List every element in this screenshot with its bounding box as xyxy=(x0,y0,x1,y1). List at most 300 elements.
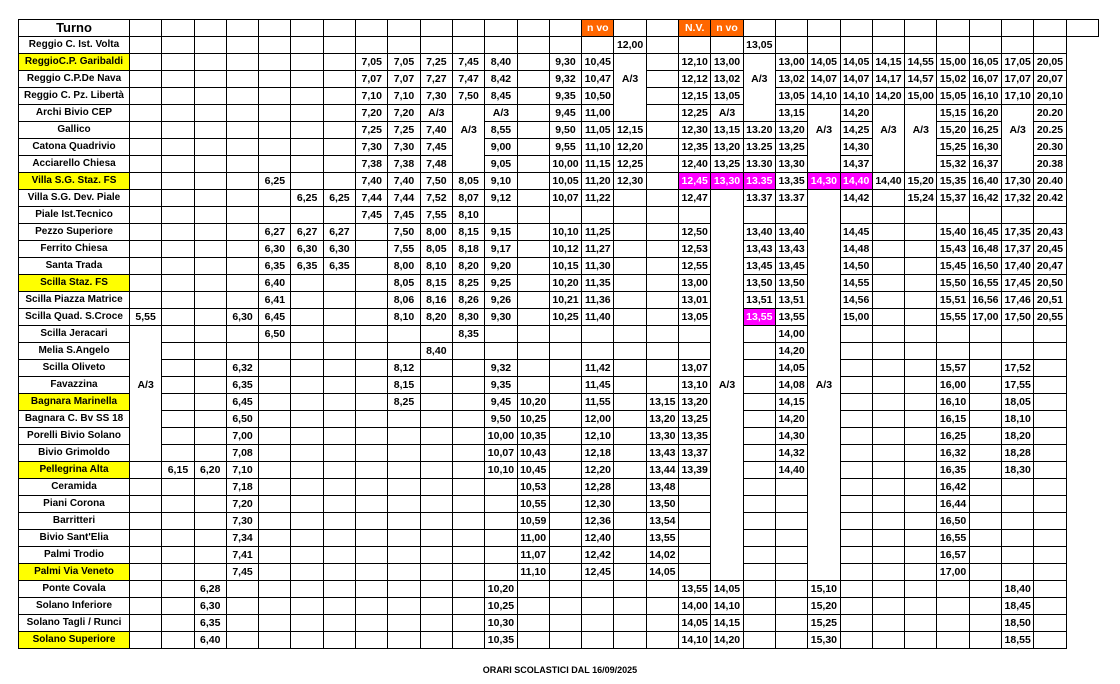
time-cell xyxy=(1034,343,1066,360)
time-cell xyxy=(679,207,711,224)
time-cell xyxy=(549,479,581,496)
stop-name: Reggio C. Pz. Libertà xyxy=(19,88,130,105)
time-cell xyxy=(323,581,355,598)
merged-run-note xyxy=(711,343,743,360)
time-cell xyxy=(937,581,969,598)
merged-run-note xyxy=(452,105,484,122)
time-cell xyxy=(937,632,969,649)
time-cell xyxy=(130,598,162,615)
time-cell: 9,50 xyxy=(549,122,581,139)
time-cell xyxy=(969,360,1001,377)
time-cell xyxy=(485,479,517,496)
time-cell xyxy=(452,377,484,394)
time-cell xyxy=(259,564,291,581)
time-cell xyxy=(162,530,194,547)
time-cell: 16,05 xyxy=(969,54,1001,71)
turno-header: Turno xyxy=(19,20,130,37)
time-cell xyxy=(969,547,1001,564)
time-cell: 7,45 xyxy=(420,139,452,156)
time-cell: 7,44 xyxy=(356,190,388,207)
stop-row xyxy=(19,462,1099,479)
time-cell: 6,40 xyxy=(259,275,291,292)
time-cell: 13,43 xyxy=(646,445,678,462)
time-cell xyxy=(226,207,258,224)
stop-name: Scilla Jeracari xyxy=(19,326,130,343)
stop-row xyxy=(19,122,1099,139)
run-header-cell xyxy=(323,20,355,37)
time-cell xyxy=(291,71,323,88)
time-cell xyxy=(291,581,323,598)
time-cell xyxy=(356,275,388,292)
time-cell xyxy=(743,462,775,479)
run-header-cell xyxy=(969,20,1001,37)
time-cell: 13,15 xyxy=(775,105,807,122)
time-cell xyxy=(646,207,678,224)
run-header-cell xyxy=(872,20,904,37)
time-cell xyxy=(905,224,937,241)
time-cell: 13,50 xyxy=(646,496,678,513)
time-cell: 15,57 xyxy=(937,360,969,377)
merged-run-note xyxy=(711,496,743,513)
time-cell xyxy=(969,479,1001,496)
time-cell xyxy=(743,207,775,224)
merged-run-note xyxy=(808,496,840,513)
time-cell xyxy=(905,394,937,411)
time-cell: 12,20 xyxy=(614,139,646,156)
time-cell: A/3 xyxy=(485,105,517,122)
time-cell: 11,30 xyxy=(582,258,614,275)
time-cell: 14,30 xyxy=(808,173,840,190)
time-cell xyxy=(356,496,388,513)
time-cell xyxy=(549,547,581,564)
time-cell xyxy=(420,37,452,54)
time-cell: 15,35 xyxy=(937,173,969,190)
time-cell: 14,30 xyxy=(840,139,872,156)
time-cell xyxy=(291,496,323,513)
time-cell xyxy=(452,479,484,496)
time-cell: 13,05 xyxy=(679,309,711,326)
merged-run-note xyxy=(711,241,743,258)
time-cell xyxy=(905,547,937,564)
time-cell xyxy=(679,530,711,547)
time-cell: 13,15 xyxy=(646,394,678,411)
time-cell xyxy=(549,343,581,360)
time-cell xyxy=(646,343,678,360)
time-cell: 16,45 xyxy=(969,224,1001,241)
time-cell: 11,45 xyxy=(582,377,614,394)
time-cell xyxy=(194,292,226,309)
stop-row xyxy=(19,190,1099,207)
time-cell: 8,05 xyxy=(388,275,420,292)
time-cell: 17,30 xyxy=(1002,173,1034,190)
time-cell xyxy=(517,343,549,360)
time-cell: 11,36 xyxy=(582,292,614,309)
merged-run-note xyxy=(872,156,904,173)
time-cell xyxy=(614,564,646,581)
time-cell xyxy=(679,479,711,496)
time-cell: 6,50 xyxy=(259,326,291,343)
stop-row xyxy=(19,37,1099,54)
time-cell: 13.30 xyxy=(743,156,775,173)
time-cell xyxy=(194,190,226,207)
time-cell: 16,25 xyxy=(937,428,969,445)
time-cell xyxy=(420,615,452,632)
time-cell xyxy=(130,190,162,207)
time-cell: 6,27 xyxy=(323,224,355,241)
stop-name: Ceramida xyxy=(19,479,130,496)
time-cell xyxy=(614,377,646,394)
time-cell: 13,55 xyxy=(743,309,775,326)
time-cell: 13,20 xyxy=(711,139,743,156)
time-cell xyxy=(517,88,549,105)
time-cell xyxy=(872,224,904,241)
time-cell: 7,08 xyxy=(226,445,258,462)
time-cell xyxy=(388,462,420,479)
time-cell: 8,10 xyxy=(388,309,420,326)
time-cell xyxy=(1034,207,1066,224)
time-cell: 10,59 xyxy=(517,513,549,530)
time-cell xyxy=(1034,394,1066,411)
merged-run-note xyxy=(130,360,162,377)
time-cell: 13,51 xyxy=(743,292,775,309)
time-cell: 8,16 xyxy=(420,292,452,309)
time-cell xyxy=(517,37,549,54)
time-cell: 13,15 xyxy=(711,122,743,139)
time-cell xyxy=(1034,564,1066,581)
time-cell: 13,55 xyxy=(646,530,678,547)
time-cell xyxy=(969,207,1001,224)
time-cell: 8,45 xyxy=(485,88,517,105)
time-cell xyxy=(743,547,775,564)
time-cell: 14,05 xyxy=(679,615,711,632)
stop-name: Pellegrina Alta xyxy=(19,462,130,479)
run-header-cell: N.V. xyxy=(679,20,711,37)
time-cell xyxy=(291,360,323,377)
merged-run-note xyxy=(452,139,484,156)
stop-row xyxy=(19,88,1099,105)
run-header-cell xyxy=(614,20,646,37)
time-cell: 14,00 xyxy=(679,598,711,615)
time-cell xyxy=(388,581,420,598)
time-cell: 18,05 xyxy=(1002,394,1034,411)
stop-name: Palmi Trodio xyxy=(19,547,130,564)
merged-run-note xyxy=(808,513,840,530)
time-cell xyxy=(291,428,323,445)
time-cell: 14,40 xyxy=(775,462,807,479)
run-header-cell xyxy=(549,20,581,37)
time-cell: 15,00 xyxy=(905,88,937,105)
time-cell: 8,40 xyxy=(420,343,452,360)
time-cell xyxy=(162,54,194,71)
time-cell xyxy=(743,394,775,411)
time-cell xyxy=(162,224,194,241)
time-cell xyxy=(614,547,646,564)
time-cell: 9,45 xyxy=(485,394,517,411)
time-cell: 17,07 xyxy=(1002,71,1034,88)
time-cell xyxy=(614,445,646,462)
time-cell: 15,00 xyxy=(840,309,872,326)
time-cell: 16,50 xyxy=(937,513,969,530)
time-cell xyxy=(549,445,581,462)
time-cell xyxy=(194,326,226,343)
time-cell: 15,51 xyxy=(937,292,969,309)
time-cell xyxy=(743,411,775,428)
time-cell xyxy=(517,326,549,343)
time-cell: 13,45 xyxy=(743,258,775,275)
run-header-cell xyxy=(485,20,517,37)
time-cell: 7,20 xyxy=(356,105,388,122)
time-cell xyxy=(130,241,162,258)
time-cell xyxy=(420,462,452,479)
time-cell: 11,42 xyxy=(582,360,614,377)
time-cell: 15,55 xyxy=(937,309,969,326)
time-cell xyxy=(937,207,969,224)
time-cell: 6,25 xyxy=(259,173,291,190)
time-cell: 14,57 xyxy=(905,71,937,88)
time-cell: 10,43 xyxy=(517,445,549,462)
time-cell xyxy=(259,445,291,462)
time-cell: 17,00 xyxy=(969,309,1001,326)
time-cell xyxy=(937,37,969,54)
time-cell xyxy=(259,615,291,632)
time-cell xyxy=(162,292,194,309)
time-cell xyxy=(872,326,904,343)
time-cell xyxy=(356,224,388,241)
time-cell: 8,25 xyxy=(388,394,420,411)
merged-run-note xyxy=(808,139,840,156)
merged-run-note: A/3 xyxy=(452,122,484,139)
time-cell xyxy=(485,343,517,360)
time-cell xyxy=(582,37,614,54)
time-cell xyxy=(775,207,807,224)
stop-row xyxy=(19,105,1099,122)
time-cell xyxy=(226,88,258,105)
time-cell: 8,20 xyxy=(420,309,452,326)
time-cell: 10,50 xyxy=(582,88,614,105)
time-cell xyxy=(517,105,549,122)
time-cell: 9,30 xyxy=(485,309,517,326)
time-cell: 12,28 xyxy=(582,479,614,496)
stop-row xyxy=(19,224,1099,241)
time-cell: 8,10 xyxy=(420,258,452,275)
time-cell xyxy=(226,105,258,122)
merged-run-note xyxy=(808,156,840,173)
stop-name: Acciarello Chiesa xyxy=(19,156,130,173)
time-cell: 6,35 xyxy=(291,258,323,275)
time-cell: 17,40 xyxy=(1002,258,1034,275)
merged-run-note xyxy=(711,462,743,479)
time-cell: 12,53 xyxy=(679,241,711,258)
time-cell xyxy=(420,581,452,598)
time-cell xyxy=(485,496,517,513)
time-cell xyxy=(259,496,291,513)
merged-run-note xyxy=(743,105,775,122)
time-cell xyxy=(162,105,194,122)
merged-run-note xyxy=(130,411,162,428)
time-cell xyxy=(162,581,194,598)
time-cell xyxy=(388,343,420,360)
time-cell: 9,35 xyxy=(485,377,517,394)
time-cell xyxy=(323,292,355,309)
time-cell xyxy=(905,326,937,343)
time-cell xyxy=(291,105,323,122)
time-cell xyxy=(1002,547,1034,564)
time-cell xyxy=(130,479,162,496)
time-cell xyxy=(452,411,484,428)
time-cell: 13,25 xyxy=(775,139,807,156)
merged-run-note xyxy=(808,394,840,411)
time-cell xyxy=(614,241,646,258)
time-cell: 7,44 xyxy=(388,190,420,207)
time-cell xyxy=(356,615,388,632)
time-cell: 7,30 xyxy=(356,139,388,156)
stop-row xyxy=(19,71,1099,88)
time-cell xyxy=(775,564,807,581)
time-cell: 14,45 xyxy=(840,224,872,241)
time-cell xyxy=(162,479,194,496)
time-cell xyxy=(905,598,937,615)
time-cell xyxy=(130,462,162,479)
time-cell xyxy=(711,37,743,54)
time-cell: 7,25 xyxy=(388,122,420,139)
time-cell: 20,51 xyxy=(1034,292,1066,309)
time-cell xyxy=(323,343,355,360)
time-cell xyxy=(517,241,549,258)
stop-name: Archi Bivio CEP xyxy=(19,105,130,122)
time-cell: 9,20 xyxy=(485,258,517,275)
time-cell xyxy=(969,411,1001,428)
time-cell: 15,45 xyxy=(937,258,969,275)
time-cell: 10,30 xyxy=(485,615,517,632)
time-cell: 12,30 xyxy=(679,122,711,139)
stop-row xyxy=(19,258,1099,275)
time-cell: 14,55 xyxy=(840,275,872,292)
time-cell xyxy=(517,207,549,224)
merged-run-note: A/3 xyxy=(1002,122,1034,139)
time-cell xyxy=(840,479,872,496)
time-cell xyxy=(517,54,549,71)
merged-run-note xyxy=(808,445,840,462)
time-cell: 16,37 xyxy=(969,156,1001,173)
time-cell xyxy=(937,326,969,343)
time-cell: 7,07 xyxy=(388,71,420,88)
time-cell xyxy=(356,394,388,411)
run-header-cell: n vo xyxy=(711,20,743,37)
time-cell xyxy=(388,513,420,530)
time-cell xyxy=(226,581,258,598)
stop-name: Scilla Piazza Matrice xyxy=(19,292,130,309)
time-cell xyxy=(259,530,291,547)
time-cell: 15,15 xyxy=(937,105,969,122)
time-cell xyxy=(582,615,614,632)
time-cell xyxy=(194,360,226,377)
time-cell: 16,50 xyxy=(969,258,1001,275)
time-cell xyxy=(194,54,226,71)
time-cell: 9,25 xyxy=(485,275,517,292)
time-cell: 10,35 xyxy=(517,428,549,445)
time-cell xyxy=(679,513,711,530)
time-cell xyxy=(452,632,484,649)
stop-row xyxy=(19,54,1099,71)
time-cell xyxy=(162,598,194,615)
time-cell xyxy=(291,445,323,462)
stop-name: Ferrito Chiesa xyxy=(19,241,130,258)
time-cell: 6,35 xyxy=(194,615,226,632)
time-cell: 20,50 xyxy=(1034,275,1066,292)
time-cell xyxy=(646,292,678,309)
time-cell xyxy=(291,139,323,156)
time-cell: 14,00 xyxy=(775,326,807,343)
time-cell: 6,40 xyxy=(194,632,226,649)
timetable-sheet xyxy=(18,19,1099,649)
time-cell xyxy=(549,615,581,632)
time-cell xyxy=(646,190,678,207)
time-cell xyxy=(905,479,937,496)
time-cell xyxy=(194,173,226,190)
time-cell: 12,35 xyxy=(679,139,711,156)
time-cell xyxy=(582,598,614,615)
time-cell xyxy=(291,411,323,428)
time-cell xyxy=(226,156,258,173)
merged-run-note xyxy=(808,326,840,343)
time-cell xyxy=(614,598,646,615)
time-cell: 14,07 xyxy=(840,71,872,88)
time-cell xyxy=(1034,530,1066,547)
time-cell xyxy=(452,360,484,377)
time-cell xyxy=(872,241,904,258)
time-cell xyxy=(162,632,194,649)
time-cell: 14,20 xyxy=(840,105,872,122)
time-cell: 8,05 xyxy=(452,173,484,190)
time-cell xyxy=(194,156,226,173)
time-cell xyxy=(291,275,323,292)
time-cell xyxy=(646,275,678,292)
time-cell xyxy=(259,37,291,54)
time-cell xyxy=(905,496,937,513)
time-cell: 16,57 xyxy=(937,547,969,564)
time-cell: 16,42 xyxy=(937,479,969,496)
time-cell: 9,00 xyxy=(485,139,517,156)
time-cell: 20,43 xyxy=(1034,224,1066,241)
time-cell: 14,25 xyxy=(840,122,872,139)
time-cell xyxy=(905,377,937,394)
time-cell xyxy=(969,462,1001,479)
time-cell xyxy=(194,547,226,564)
time-cell xyxy=(582,207,614,224)
time-cell xyxy=(517,190,549,207)
time-cell xyxy=(905,207,937,224)
time-cell: 6,35 xyxy=(323,258,355,275)
time-cell xyxy=(323,547,355,564)
time-cell xyxy=(194,37,226,54)
time-cell xyxy=(872,411,904,428)
time-cell xyxy=(452,581,484,598)
time-cell xyxy=(356,632,388,649)
merged-run-note xyxy=(808,462,840,479)
time-cell: 6,30 xyxy=(291,241,323,258)
merged-run-note xyxy=(808,564,840,581)
time-cell xyxy=(194,258,226,275)
time-cell xyxy=(1034,479,1066,496)
time-cell: 13.37 xyxy=(775,190,807,207)
time-cell: 13.37 xyxy=(743,190,775,207)
time-cell: 13,50 xyxy=(775,275,807,292)
stop-row xyxy=(19,275,1099,292)
time-cell: 6,41 xyxy=(259,292,291,309)
time-cell xyxy=(356,241,388,258)
time-cell xyxy=(614,581,646,598)
time-cell: 14,20 xyxy=(775,411,807,428)
